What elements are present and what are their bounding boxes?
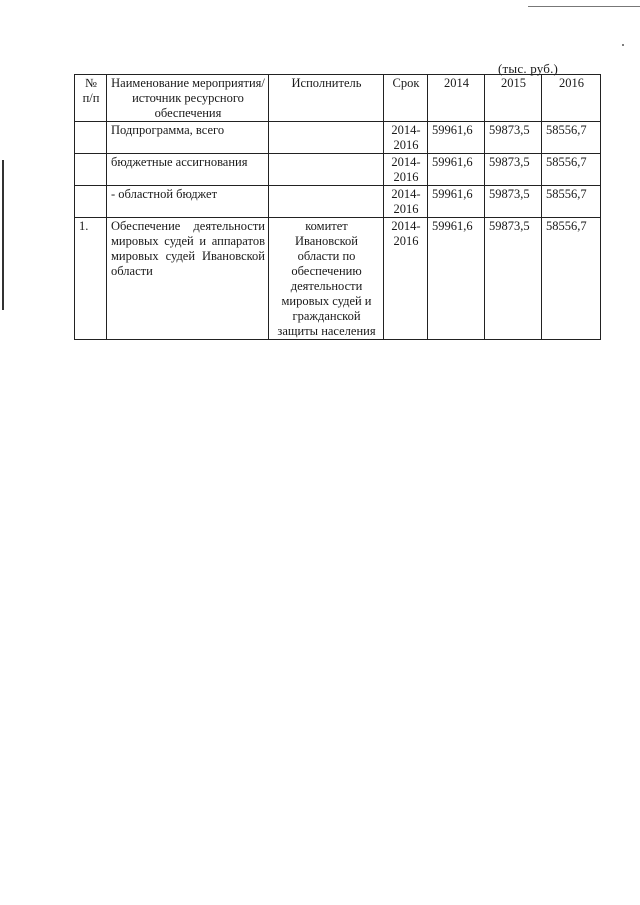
header-2016: 2016: [542, 75, 601, 122]
header-num: № п/п: [75, 75, 107, 122]
header-2014: 2014: [428, 75, 485, 122]
header-name: Наименование мероприятия/ источник ресурсного обеспечения: [107, 75, 269, 122]
table-header-row: [75, 75, 601, 122]
row-term: 2014-2016: [384, 122, 428, 154]
row-executor: [269, 154, 384, 186]
row-name: бюджетные ассигнования: [107, 154, 269, 186]
row-term: 2014-2016: [384, 218, 428, 340]
table-row: [75, 122, 601, 154]
table-row: [75, 154, 601, 186]
table-row: [75, 218, 601, 340]
row-value-2014: 59961,6: [428, 154, 485, 186]
row-executor: комитет Ивановской области по обеспечению деятельности мировых судей и гражданской защиты населения: [269, 218, 384, 340]
row-name: Подпрограмма, всего: [107, 122, 269, 154]
header-term: Срок: [384, 75, 428, 122]
scan-artifact-line: [528, 6, 640, 7]
table-row: [75, 186, 601, 218]
row-value-2016: 58556,7: [542, 154, 601, 186]
unit-note: (тыс. руб.): [498, 61, 559, 76]
row-value-2015: 59873,5: [485, 122, 542, 154]
row-value-2014: 59961,6: [428, 122, 485, 154]
row-value-2015: 59873,5: [485, 218, 542, 340]
row-value-2014: 59961,6: [428, 218, 485, 340]
row-name: Обеспечение деятельности мировых судей и аппаратов мировых судей Ивановской области: [107, 218, 269, 340]
row-executor: [269, 186, 384, 218]
row-name: - областной бюджет: [107, 186, 269, 218]
row-term: 2014-2016: [384, 186, 428, 218]
scan-artifact-dot: [622, 44, 624, 46]
row-executor: [269, 122, 384, 154]
row-num: [75, 186, 107, 218]
row-term: 2014-2016: [384, 154, 428, 186]
scan-artifact-edge: [2, 160, 4, 310]
row-value-2015: 59873,5: [485, 154, 542, 186]
row-num: [75, 122, 107, 154]
row-value-2015: 59873,5: [485, 186, 542, 218]
header-2015: 2015: [485, 75, 542, 122]
row-value-2016: 58556,7: [542, 122, 601, 154]
row-value-2016: 58556,7: [542, 186, 601, 218]
row-value-2016: 58556,7: [542, 218, 601, 340]
header-executor: Исполнитель: [269, 75, 384, 122]
row-num: 1.: [75, 218, 107, 340]
resource-table: [74, 74, 601, 340]
row-value-2014: 59961,6: [428, 186, 485, 218]
row-num: [75, 154, 107, 186]
